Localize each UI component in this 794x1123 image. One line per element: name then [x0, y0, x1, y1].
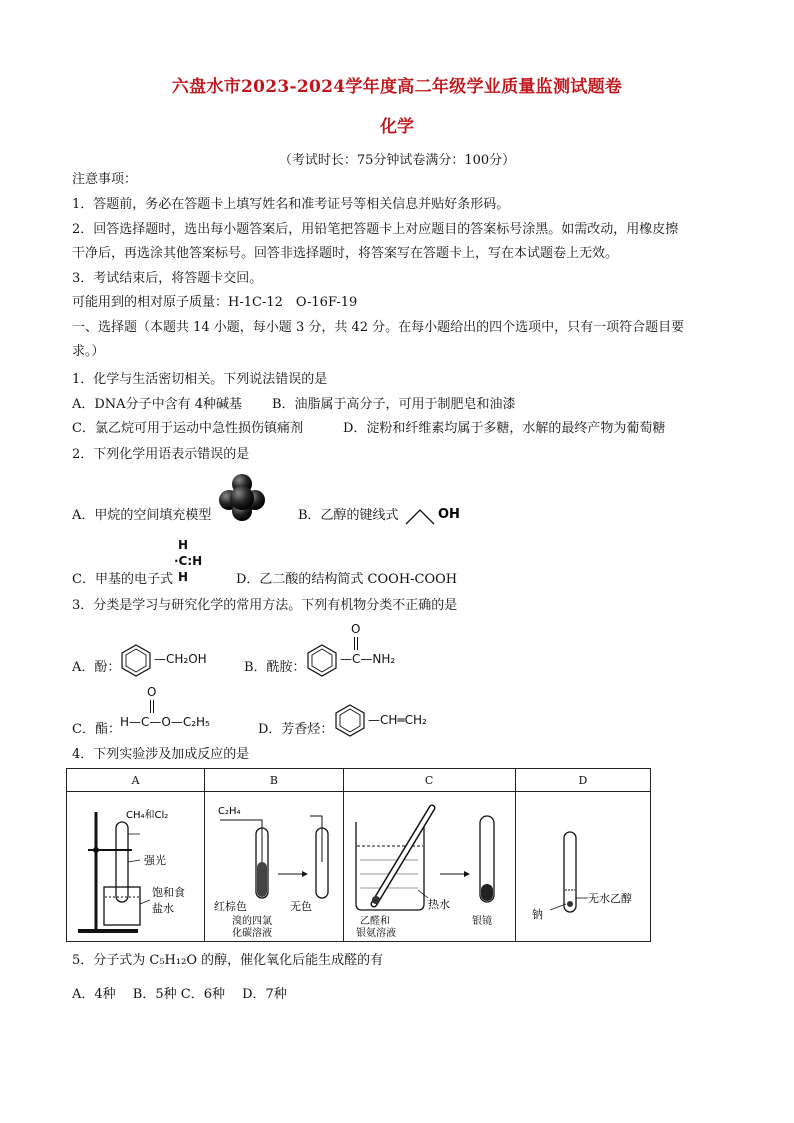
exam-title: 六盘水市2023-2024学年度高二年级学业质量监测试题卷	[171, 77, 623, 97]
double-bond-icon	[149, 699, 155, 715]
apparatus-a-illustration	[68, 792, 204, 938]
note-1: 1．答题前，务必在答题卡上填写姓名和准考证号等相关信息并贴好条形码。	[72, 197, 510, 212]
q1-option-a: A．DNA分子中含有 4种碱基	[72, 397, 242, 412]
q5-stem: 5．分子式为 C₅H₁₂O 的醇，催化氧化后能生成醛的有	[72, 953, 384, 968]
q4-cell-a	[67, 792, 205, 942]
section-1-line1: 一、选择题（本题共 14 小题，每小题 3 分，共 42 分。在每小题给出的四个选项中，只有一项符合题目要	[72, 320, 685, 335]
note-2-line2: 干净后，再选涂其他答案标号。回答非选择题时，将答案写在答题卡上，写在本试题卷上无效。	[72, 246, 619, 261]
q3-d-group: —CH═CH₂	[368, 713, 427, 727]
q2-stem: 2．下列化学用语表示错误的是	[72, 447, 250, 462]
q3-c-formula: H—C—O—C₂H₅	[120, 715, 210, 729]
note-2-line1: 2．回答选择题时，选出每小题答案后，用铅笔把答题卡上对应题目的答案标号涂黑。如需改动，用橡皮擦	[72, 222, 679, 237]
c-reagent-label-2: 银氨溶液	[356, 928, 397, 938]
q4-experiment-table	[66, 768, 651, 942]
b-colorless-label: 无色	[289, 900, 312, 913]
q1-option-c: C．氯乙烷可用于运动中急性损伤镇痛剂	[72, 421, 303, 436]
q2-option-b: B．乙醇的键线式	[298, 508, 399, 523]
q1-stem: 1．化学与生活密切相关。下列说法错误的是	[72, 372, 328, 387]
b-gas-label: C₂H₄	[217, 806, 241, 817]
exam-info: （考试时长：75分钟试卷满分：100分）	[278, 153, 516, 168]
d-sodium-label: 钠	[532, 908, 544, 921]
q2-option-a: A．甲烷的空间填充模型	[72, 508, 212, 523]
double-bond-icon	[353, 636, 359, 652]
q4-header-c: C	[343, 769, 515, 792]
q3-stem: 3．分类是学习与研究化学的常用方法。下列有机物分类不正确的是	[72, 598, 458, 613]
q4-cell-b	[205, 792, 343, 942]
a-salt-label-1: 饱和食	[151, 886, 185, 899]
subject-title: 化学	[380, 117, 414, 137]
note-3: 3．考试结束后，将答题卡交回。	[72, 271, 263, 286]
methyl-c-h: ·C:H	[174, 554, 203, 568]
q3-option-a: A．酚：	[72, 660, 121, 675]
benzene-ring-icon	[118, 643, 154, 677]
methyl-h-bottom: H	[178, 570, 189, 584]
a-light-label: 强光	[143, 854, 166, 867]
apparatus-c-illustration	[344, 792, 514, 938]
q1-option-b: B．油脂属于高分子，可用于制肥皂和油漆	[272, 397, 516, 412]
b-red-label: 红棕色	[213, 900, 247, 913]
methyl-h-top: H	[178, 538, 189, 552]
q2-oh-label: OH	[438, 507, 460, 522]
q4-cell-c	[343, 792, 515, 942]
q2-option-d: D．乙二酸的结构简式 COOH-COOH	[236, 572, 458, 587]
q4-stem: 4．下列实验涉及加成反应的是	[72, 747, 250, 762]
ethanol-skeletal-formula	[404, 500, 470, 528]
apparatus-b-illustration	[206, 792, 342, 938]
q4-header-b: B	[205, 769, 343, 792]
benzene-ring-icon	[304, 643, 340, 677]
d-ethanol-label: 无水乙醇	[588, 892, 633, 905]
apparatus-d-illustration	[516, 792, 649, 938]
a-gas-label: CH₄和Cl₂	[125, 810, 168, 821]
benzene-ring-icon	[332, 703, 368, 737]
q3-c-oxygen: O	[147, 685, 157, 699]
q3-option-d: D．芳香烃：	[258, 722, 334, 737]
q1-option-d: D．淀粉和纤维素均属于多糖，水解的最终产物为葡萄糖	[343, 421, 666, 436]
b-solution-label-2: 化碳溶液	[231, 928, 272, 938]
q4-header-a: A	[67, 769, 205, 792]
q3-option-c: C．酯：	[72, 722, 121, 737]
q5-options: A．4种 B．5种 C．6种 D．7种	[72, 987, 287, 1002]
q4-header-d: D	[515, 769, 650, 792]
q2-option-c: C．甲基的电子式	[72, 572, 173, 587]
a-salt-label-2: 盐水	[151, 902, 174, 915]
section-1-line2: 求。）	[72, 344, 105, 359]
q3-a-group: —CH₂OH	[154, 652, 207, 666]
q3-b-group: —C—NH₂	[340, 652, 396, 666]
c-reagent-label-1: 乙醛和	[360, 916, 391, 927]
b-solution-label-1: 溴的四氯	[231, 916, 272, 927]
atomic-mass: 可能用到的相对原子质量：H-1C-12 O-16F-19	[72, 295, 358, 310]
q3-option-b: B．酰胺：	[244, 660, 306, 675]
q3-b-oxygen: O	[351, 622, 361, 636]
methane-space-filling-model	[218, 474, 266, 522]
notes-heading: 注意事项：	[72, 172, 138, 187]
q4-cell-d	[515, 792, 650, 942]
c-water-label: 热水	[428, 898, 451, 911]
c-mirror-label: 银镜	[472, 916, 493, 927]
